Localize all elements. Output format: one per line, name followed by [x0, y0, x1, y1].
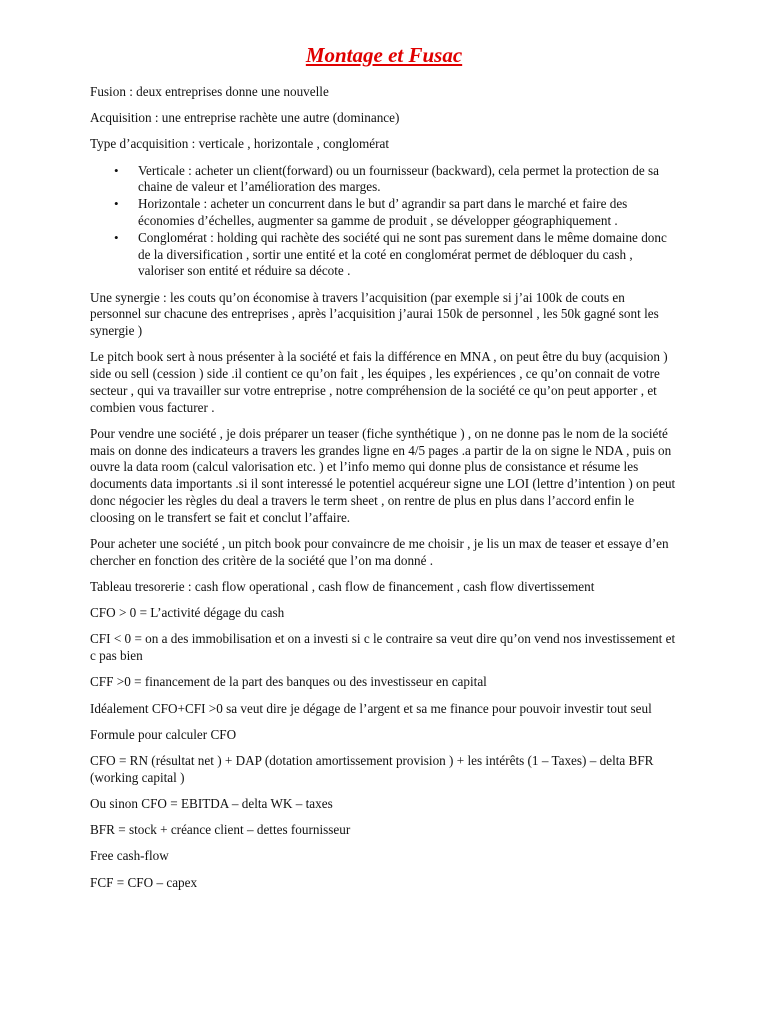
- paragraph-cfi: CFI < 0 = on a des immobilisation et on a investi si c le contraire sa veut dire qu’on vend nos investissement et c pas bien: [90, 631, 676, 664]
- bullet-icon: •: [114, 196, 119, 212]
- list-item-text: Conglomérat : holding qui rachète des société qui ne sont pas surement dans le même domaine donc de la diversification , sortir une entité et la coté en conglomérat permet de débloquer du cash , valoriser son entité et réduire sa décote .: [138, 229, 667, 279]
- paragraph-cfo-ebitda: Ou sinon CFO = EBITDA – delta WK – taxes: [90, 795, 333, 811]
- paragraph-pitch-book: Le pitch book sert à nous présenter à la société et fais la différence en MNA , on peut être du buy (acquision ) side ou sell (cession ) side .il contient ce qu’on fait , les équipes , les expériences , ce qu’on connait de votre secteur , qui va travailler sur votre entreprise , notre compréhension de la société ce qu’on peut apporter , et combien vous facturer .: [90, 349, 668, 415]
- paragraph-cfo: CFO > 0 = L’activité dégage du cash: [90, 605, 285, 621]
- paragraph-cff: CFF >0 = financement de la part des banques ou des investisseur en capital: [90, 674, 487, 690]
- definition-fusion: Fusion : deux entreprises donne une nouvelle: [90, 84, 329, 99]
- paragraph-synergie: Une synergie : les couts qu’on économise à travers l’acquisition (par exemple si j’ai 100k de couts en personnel sur chacune des entreprises , après l’acquisition j’aurai 150k de personnel , les 50k gagné sont les synergie ): [90, 289, 659, 339]
- list-item-horizontale: [114, 196, 678, 230]
- paragraph-vendre-societe: Pour vendre une société , je dois préparer un teaser (fiche synthétique ) , on ne donne pas le nom de la société mais on donne des indicateurs a travers les grandes ligne en 4/5 pages .a partir de la on signe le NDA , puis on ouvre la data room (calcul valorisation etc. ) et l’info memo qui donne plus de consistance et résume les documents data importants .si il sont interessé le potentiel acquéreur signe une LOI (lettre d’intention ) on peut donc négocier les règles du deal a travers le term sheet , on rentre de plus en plus dans l’accord enfin le cloosing on le transfert se fait et conclut l’affaire.: [90, 425, 676, 525]
- paragraph-formule-heading: Formule pour calculer CFO: [90, 726, 237, 742]
- paragraph-tableau-tresorerie: Tableau tresorerie : cash flow operational , cash flow de financement , cash flow divertissement: [90, 579, 595, 595]
- bullet-icon: •: [114, 229, 119, 245]
- acquisition-types-heading: Type d’acquisition : verticale , horizontale , conglomérat: [90, 136, 389, 152]
- paragraph-fcf: FCF = CFO – capex: [90, 874, 198, 890]
- list-item-conglomerat: [114, 229, 678, 280]
- paragraph-acheter-societe: Pour acheter une société , un pitch book pour convaincre de me choisir , je lis un max de teaser et essaye d’en chercher en fonction des critère de la société que l’on ma donné .: [90, 536, 669, 568]
- paragraph-formule-cfo: CFO = RN (résultat net ) + DAP (dotation amortissement provision ) + les intérêts (1 – Taxes) – delta BFR (working capital ): [90, 752, 654, 785]
- paragraph-free-cash-flow: Free cash-flow: [90, 848, 169, 864]
- acquisition-types-list: [90, 163, 678, 281]
- bullet-icon: •: [114, 162, 119, 178]
- paragraph-idealement: Idéalement CFO+CFI >0 sa veut dire je dégage de l’argent et sa me finance pour pouvoir investir tout seul: [90, 700, 652, 716]
- definition-acquisition: Acquisition : une entreprise rachète une autre (dominance): [90, 110, 400, 126]
- document-title: Montage et Fusac: [305, 43, 463, 67]
- list-item-verticale: [114, 162, 678, 197]
- paragraph-bfr: BFR = stock + créance client – dettes fournisseur: [90, 822, 351, 838]
- list-item-text: Horizontale : acheter un concurrent dans le but d’ agrandir sa part dans le marché et faire des économies d’échelles, augmenter sa gamme de produit , se développer géographiquement .: [138, 196, 628, 228]
- list-item-text: Verticale : acheter un client(forward) ou un fournisseur (backward), cela permet la protection de sa chaine de valeur et l’amélioration des marges.: [138, 162, 660, 195]
